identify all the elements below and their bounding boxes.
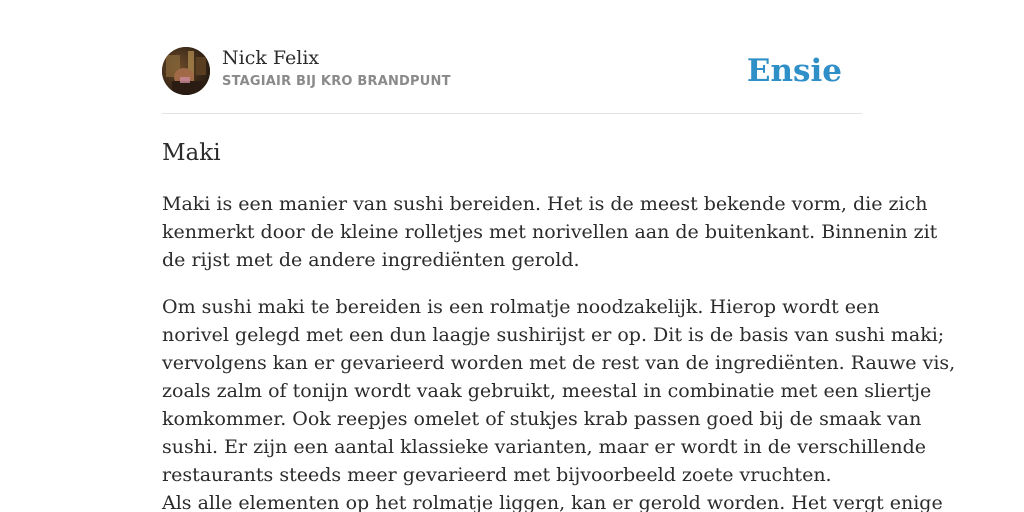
author-role: STAGIAIR BIJ KRO BRANDPUNT bbox=[222, 74, 451, 89]
text-line: komkommer. Ook reepjes omelet of stukjes krab passen goed bij de smaak van bbox=[162, 408, 922, 430]
paragraph-spacer bbox=[162, 274, 862, 293]
header-divider bbox=[162, 113, 862, 114]
text-line: Om sushi maki te bereiden is een rolmatje noodzakelijk. Hierop wordt een bbox=[162, 296, 880, 318]
text-line: sushi. Er zijn een aantal klassieke varianten, maar er wordt in de verschillende bbox=[162, 436, 927, 458]
ensie-logo[interactable]: Ensie bbox=[746, 53, 842, 89]
text-line: norivel gelegd met een dun laagje sushirijst er op. Dit is de basis van sushi maki; bbox=[162, 324, 945, 346]
article-title: Maki bbox=[162, 140, 221, 166]
author-header bbox=[162, 47, 862, 95]
author-avatar[interactable] bbox=[162, 47, 210, 95]
article-paragraph bbox=[162, 190, 938, 274]
text-line: vervolgens kan er gevarieerd worden met de rest van de ingrediënten. Rauwe vis, bbox=[162, 352, 956, 374]
text-line: restaurants steeds meer gevarieerd met bijvoorbeeld zoete vruchten. bbox=[162, 464, 832, 486]
author-name[interactable]: Nick Felix bbox=[222, 47, 320, 69]
article-paragraph bbox=[162, 293, 956, 512]
text-line: zoals zalm of tonijn wordt vaak gebruikt, meestal in combinatie met een sliertje bbox=[162, 380, 932, 402]
text-line: de rijst met de andere ingrediënten gerold. bbox=[162, 249, 580, 271]
article-body bbox=[162, 190, 956, 512]
text-line: Als alle elementen op het rolmatje liggen, kan er gerold worden. Het vergt enige bbox=[162, 492, 943, 512]
avatar-photo bbox=[162, 47, 210, 95]
text-line: kenmerkt door de kleine rolletjes met norivellen aan de buitenkant. Binnenin zit bbox=[162, 221, 938, 243]
text-line: Maki is een manier van sushi bereiden. Het is de meest bekende vorm, die zich bbox=[162, 193, 928, 215]
